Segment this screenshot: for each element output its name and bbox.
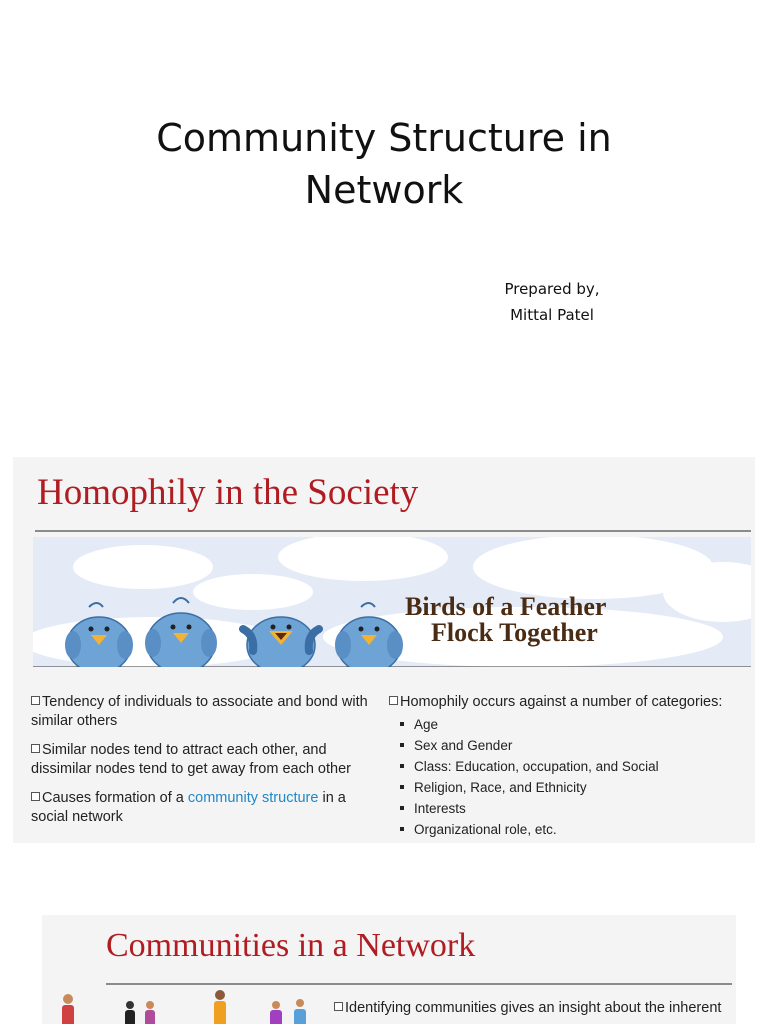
category-item: Interests bbox=[400, 798, 751, 819]
author-name: Mittal Patel bbox=[510, 306, 594, 324]
category-list bbox=[389, 714, 751, 840]
heading-divider bbox=[106, 983, 732, 985]
person-icon bbox=[294, 999, 306, 1024]
left-bullet-list bbox=[29, 693, 379, 837]
birds-banner-illustration bbox=[33, 537, 751, 667]
bullet-item: Causes formation of a community structure in a social network bbox=[31, 790, 346, 825]
slide-homophily bbox=[13, 457, 755, 843]
right-bullet-list bbox=[389, 693, 751, 840]
people-group-illustration bbox=[56, 989, 336, 1024]
title-line-1: Community Structure in bbox=[156, 116, 612, 160]
banner-text-line-1: Birds of a Feather bbox=[405, 592, 607, 621]
category-item: Sex and Gender bbox=[400, 735, 751, 756]
author-byline bbox=[482, 276, 622, 328]
heading-divider bbox=[35, 530, 751, 532]
category-item: Religion, Race, and Ethnicity bbox=[400, 777, 751, 798]
checkbox-bullet-icon bbox=[334, 1002, 343, 1011]
slide-heading: Communities in a Network bbox=[106, 927, 476, 964]
prepared-by-label: Prepared by, bbox=[504, 280, 600, 298]
category-item: Age bbox=[400, 714, 751, 735]
category-item: Class: Education, occupation, and Social bbox=[400, 756, 751, 777]
checkbox-bullet-icon bbox=[31, 696, 40, 705]
person-icon bbox=[270, 1001, 282, 1024]
person-icon bbox=[214, 990, 226, 1024]
banner-text-line-2: Flock Together bbox=[431, 618, 598, 647]
checkbox-bullet-icon bbox=[389, 696, 398, 705]
person-icon bbox=[125, 1001, 135, 1024]
categories-heading: Homophily occurs against a number of categories: bbox=[389, 693, 751, 712]
slide-communities bbox=[42, 915, 736, 1024]
category-item: Organizational role, etc. bbox=[400, 819, 751, 840]
bullet-item: Similar nodes tend to attract each other, and dissimilar nodes tend to get away from each other bbox=[31, 742, 351, 777]
person-icon bbox=[62, 994, 74, 1024]
checkbox-bullet-icon bbox=[31, 792, 40, 801]
checkbox-bullet-icon bbox=[31, 744, 40, 753]
page-title bbox=[0, 112, 768, 216]
title-line-2: Network bbox=[304, 168, 464, 212]
bullet-item: Identifying communities gives an insight about the inherent bbox=[334, 999, 734, 1018]
slide-heading: Homophily in the Society bbox=[37, 472, 419, 513]
bullet-item: Tendency of individuals to associate and bond with similar others bbox=[31, 694, 368, 729]
person-icon bbox=[145, 1001, 155, 1024]
highlighted-term: community structure bbox=[187, 790, 319, 806]
